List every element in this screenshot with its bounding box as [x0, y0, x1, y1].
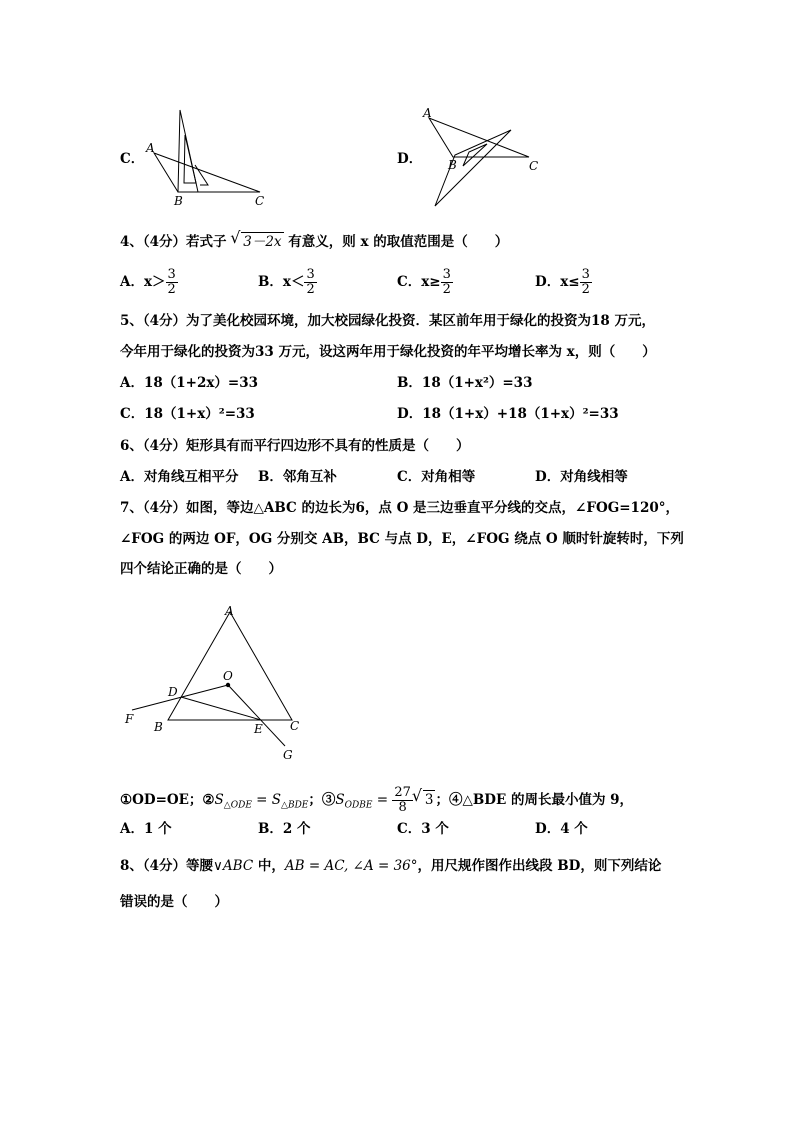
q5-stem-line2: 今年用于绿化的投资为33 万元，设这两年用于绿化投资的年平均增长率为 x，则（ ）: [120, 344, 656, 360]
q3-option-d-figure: [415, 100, 550, 210]
q4-option-c: [397, 268, 453, 297]
q5-option-c: [120, 405, 255, 423]
option-text: 18（1+x²）=33: [421, 375, 533, 391]
q4-stem: [120, 232, 508, 251]
area-symbol: S: [214, 792, 224, 808]
q3-option-c-figure: [140, 105, 280, 210]
fraction: [392, 786, 413, 815]
option-label: A．: [120, 375, 144, 391]
set-square-detail: [195, 165, 208, 185]
q7-option-c: [397, 820, 449, 838]
option-text: 18（1+2x）=33: [143, 375, 259, 391]
option-rel: x＜: [282, 274, 305, 290]
set-square-outer: [435, 130, 511, 206]
q6-option-c: [397, 468, 475, 486]
option-rel: x≥: [421, 274, 441, 290]
option-label: B．: [397, 375, 422, 391]
q5-option-a: [120, 374, 258, 392]
point-a-label: A: [423, 106, 432, 120]
equals: =: [251, 792, 272, 808]
q4-stem-pre: 4、（4分）若式子: [120, 234, 227, 250]
q7-option-a: [120, 820, 172, 838]
q7-stem-line1: 7、（4分）如图，等边△ABC 的边长为6，点 O 是三边垂直平分线的交点，∠FOG=120°，: [120, 500, 679, 516]
option-label: A．: [120, 469, 144, 485]
point-d-label: D: [168, 685, 178, 699]
numerator: 27: [394, 785, 411, 800]
point-f-label: F: [125, 712, 134, 726]
q7-option-d: [535, 820, 588, 838]
q5-option-d: [397, 405, 619, 423]
numerator: 3: [442, 267, 451, 282]
point-b-label: B: [448, 158, 457, 172]
q4-stem-post: 有意义，则 x 的取值范围是（ ）: [288, 234, 509, 250]
point-c-label: C: [529, 159, 539, 173]
conclusion-1-2: ①OD=OE；②: [120, 792, 215, 808]
set-square-inner: [184, 135, 196, 183]
option-text: 18（1+x）²=33: [144, 406, 255, 422]
q8-mid: 中，: [253, 858, 285, 874]
point-g-label: G: [283, 748, 293, 762]
q4-option-d: [535, 268, 592, 297]
q8-condition: AB = AC, ∠A = 36°: [284, 858, 418, 874]
point-c-label: C: [290, 719, 300, 733]
segment-de: [181, 697, 261, 720]
area-symbol: S: [271, 792, 282, 808]
q7-figure: [120, 598, 310, 768]
point-o-dot: [226, 683, 230, 687]
fraction: [441, 268, 453, 297]
option-label: D．: [535, 469, 561, 485]
equilateral-triangle-abc: [168, 612, 292, 720]
option-text: 2 个: [282, 821, 311, 837]
point-o-label: O: [223, 669, 233, 683]
point-b-label: B: [154, 720, 163, 734]
point-a-label: A: [225, 604, 234, 618]
conclusion-3: ；③: [308, 792, 336, 808]
option-label: D．: [535, 821, 561, 837]
option-label: D．: [535, 274, 561, 290]
point-c-label: C: [255, 194, 265, 208]
option-label: B．: [258, 274, 283, 290]
area-subscript: △BDE: [281, 800, 309, 811]
q8-stem-line2: 错误的是（ ）: [120, 894, 228, 910]
option-rel: x＞: [143, 274, 166, 290]
point-a-label: A: [146, 141, 155, 155]
q7-option-b: [258, 820, 311, 838]
numerator: 3: [306, 267, 315, 282]
area-subscript: ODBE: [344, 800, 373, 811]
q7-stem-line2: ∠FOG 的两边 OF，OG 分别交 AB，BC 与点 D，E，∠FOG 绕点 O 顺时针旋转时，下列: [120, 531, 684, 547]
set-square-inner: [463, 144, 487, 166]
q5-stem-line1: 5、（4分）为了美化校园环境，加大校园绿化投资．某区前年用于绿化的投资为18 万元，: [120, 313, 656, 329]
q6-option-a: [120, 468, 238, 486]
option-text: 邻角互补: [282, 469, 337, 485]
option-label: A．: [120, 821, 144, 837]
radicand: 3: [424, 792, 434, 808]
fraction: [580, 268, 592, 297]
radicand: 3－2x: [243, 234, 282, 250]
option-text: 对角线相等: [560, 469, 628, 485]
option-text: 对角线互相平分: [143, 469, 239, 485]
area-subscript: △ODE: [223, 800, 252, 811]
q6-option-d: [535, 468, 628, 486]
q5-option-b: [397, 374, 532, 392]
sqrt-expression: [413, 790, 436, 809]
point-b-label: B: [174, 194, 183, 208]
triangle-symbol: ∨ABC: [213, 858, 254, 874]
option-text: 3 个: [421, 821, 449, 837]
option-label: A．: [120, 274, 144, 290]
denominator: 2: [442, 282, 451, 297]
q3-option-c-label: C．: [120, 151, 145, 167]
sqrt-expression: [231, 232, 283, 251]
option-text: 4 个: [560, 821, 588, 837]
point-e-label: E: [254, 722, 263, 736]
numerator: 3: [167, 267, 176, 282]
numerator: 3: [581, 267, 590, 282]
option-label: D．: [397, 406, 423, 422]
q7-conclusions: [120, 786, 633, 815]
fraction: [304, 268, 316, 297]
q8-pre: 8、（4分）等腰: [120, 858, 214, 874]
denominator: 2: [581, 282, 590, 297]
option-text: 1 个: [143, 821, 172, 837]
q4-option-a: [120, 268, 178, 297]
option-label: B．: [258, 821, 283, 837]
q8-stem-line1: [120, 857, 661, 875]
option-label: C．: [120, 406, 145, 422]
q6-stem: 6、（4分）矩形具有而平行四边形不具有的性质是（ ）: [120, 438, 470, 454]
denominator: 2: [167, 282, 176, 297]
q7-stem-line3: 四个结论正确的是（ ）: [120, 561, 282, 577]
conclusion-4: ；④△BDE 的周长最小值为 9，: [435, 792, 634, 808]
denominator: 8: [398, 800, 407, 815]
option-label: B．: [258, 469, 283, 485]
option-label: C．: [397, 469, 422, 485]
equals: =: [372, 792, 393, 808]
triangle-abc: [154, 153, 260, 192]
fraction: [166, 268, 178, 297]
q6-option-b: [258, 468, 337, 486]
option-rel: x≤: [560, 274, 580, 290]
area-symbol: S: [335, 792, 345, 808]
option-label: C．: [397, 274, 422, 290]
q4-option-b: [258, 268, 317, 297]
q3-option-d-label: D．: [397, 151, 423, 167]
ray-og: [228, 685, 285, 746]
option-label: C．: [397, 821, 422, 837]
option-text: 18（1+x）+18（1+x）²=33: [422, 406, 619, 422]
q8-post: ，用尺规作图作出线段 BD，则下列结论: [417, 858, 662, 874]
option-text: 对角相等: [421, 469, 476, 485]
denominator: 2: [306, 282, 315, 297]
